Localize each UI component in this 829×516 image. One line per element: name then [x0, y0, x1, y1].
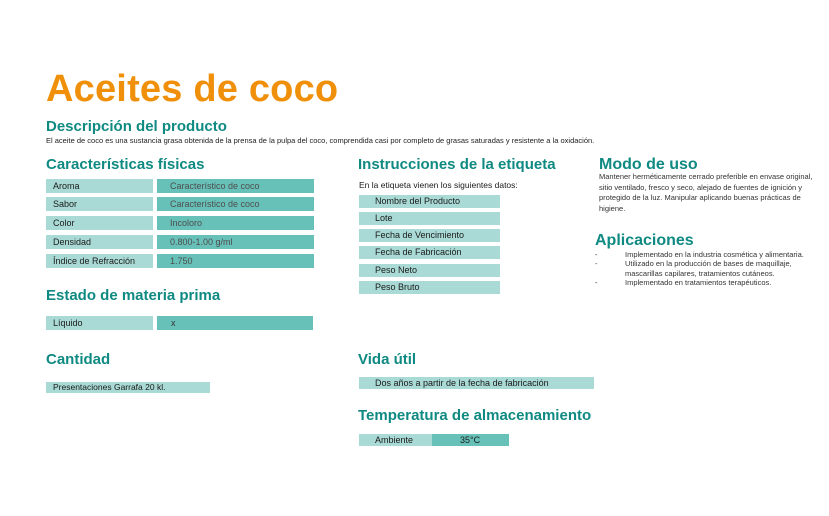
description-text: El aceite de coco es una sustancia grasa obtenida de la prensa de la pulpa del coco, comprendida casi por completo de grasas saturadas y resistente a la oxidación. [46, 136, 595, 145]
storage-value: 35°C [432, 434, 509, 446]
shelf-life-heading: Vida útil [358, 351, 417, 368]
physical-row-label: Densidad [46, 235, 153, 249]
shelf-life-value: Dos años a partir de la fecha de fabricación [359, 377, 594, 389]
physical-row-label: Aroma [46, 179, 153, 193]
state-label: Líquido [46, 316, 153, 330]
physical-row-label: Color [46, 216, 153, 230]
storage-label: Ambiente [359, 434, 432, 446]
quantity-value: Presentaciones Garrafa 20 kl. [46, 382, 210, 393]
label-item: Nombre del Producto [359, 195, 500, 208]
usage-text: Mantener herméticamente cerrado preferible en envase original, sitio ventilado, fresco y seco, alejado de fuentes de ignición y protegido de la luz. Manipular aplicando buenas prácticas de higiene. [599, 172, 813, 213]
physical-row-value: 0.800-1.00 g/ml [157, 235, 314, 249]
application-item: Utilizado en la producción de bases de maquillaje, mascarillas capilares, tratamientos cutáneos. [625, 259, 792, 278]
label-item: Peso Neto [359, 264, 500, 277]
physical-row-value: Incoloro [157, 216, 314, 230]
storage-heading: Temperatura de almacenamiento [358, 407, 592, 424]
bullet-mark: - [595, 259, 598, 268]
label-instructions-heading: Instrucciones de la etiqueta [358, 156, 556, 173]
label-instructions-intro: En la etiqueta vienen los siguientes datos: [359, 180, 518, 190]
state-value: x [157, 316, 313, 330]
state-heading: Estado de materia prima [46, 287, 221, 304]
physical-row-value: Característico de coco [157, 197, 314, 211]
applications-heading: Aplicaciones [595, 232, 694, 249]
usage-heading: Modo de uso [599, 156, 698, 173]
page-title: Aceites de coco [46, 68, 339, 110]
quantity-heading: Cantidad [46, 351, 111, 368]
physical-heading: Características físicas [46, 156, 205, 173]
physical-row-value: Característico de coco [157, 179, 314, 193]
bullet-mark: - [595, 250, 598, 259]
physical-row-label: Sabor [46, 197, 153, 211]
label-item: Lote [359, 212, 500, 225]
application-item: Implementado en tratamientos terapéuticos. [625, 278, 772, 287]
physical-row-label: Índice de Refracción [46, 254, 153, 268]
label-item: Peso Bruto [359, 281, 500, 294]
description-heading: Descripción del producto [46, 118, 227, 135]
application-item: Implementado en la industria cosmética y alimentaria. [625, 250, 804, 259]
label-item: Fecha de Vencimiento [359, 229, 500, 242]
bullet-mark: - [595, 278, 598, 287]
label-item: Fecha de Fabricación [359, 246, 500, 259]
physical-row-value: 1.750 [157, 254, 314, 268]
